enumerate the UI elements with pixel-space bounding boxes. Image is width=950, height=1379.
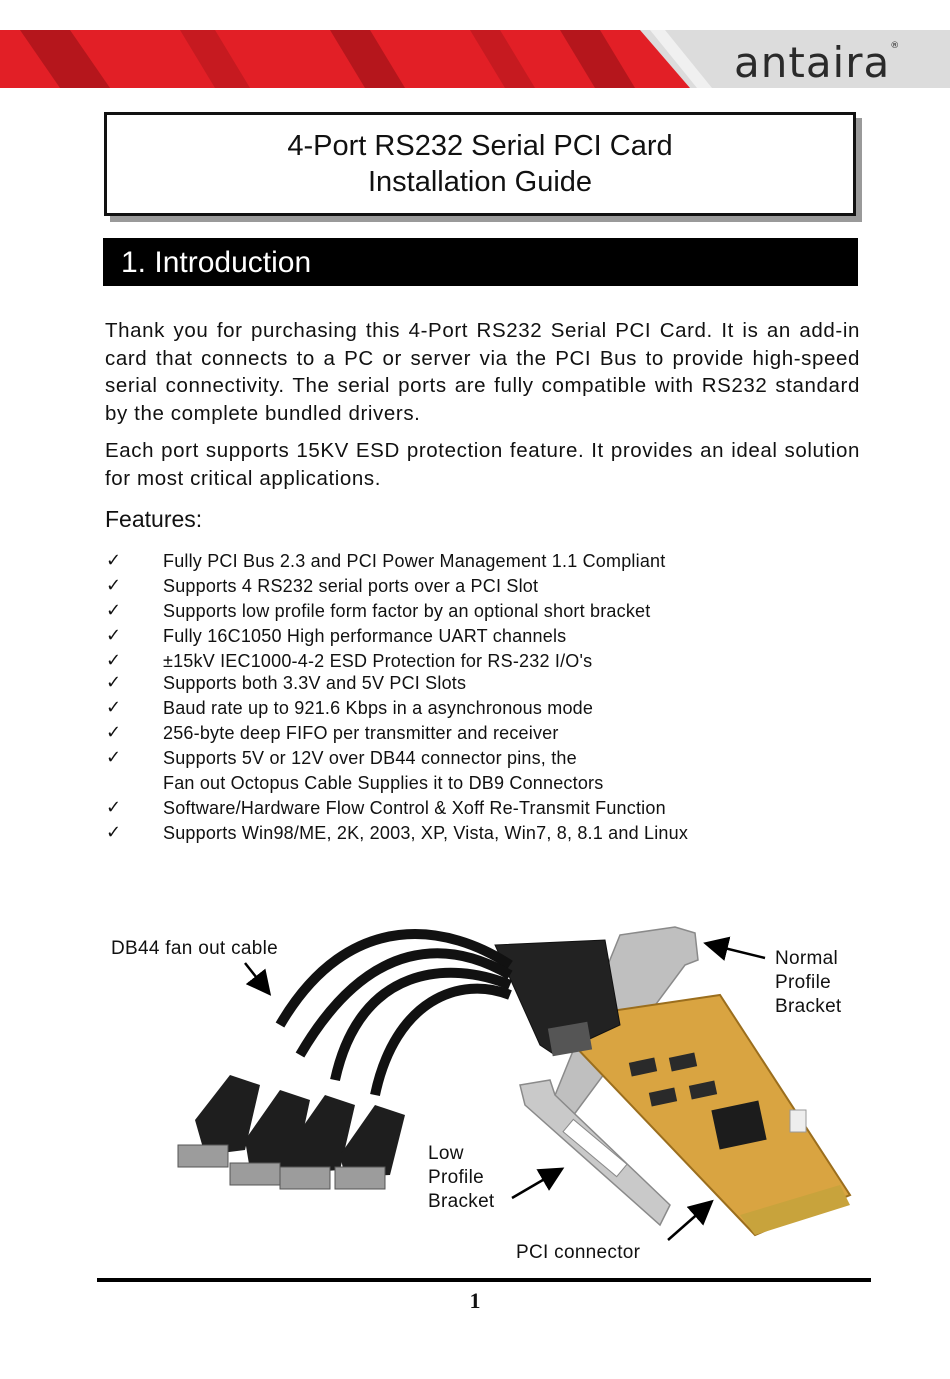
feature-item: ✓ Fully PCI Bus 2.3 and PCI Power Management 1.1 Compliant bbox=[106, 550, 666, 571]
callout-cable: DB44 fan out cable bbox=[111, 938, 279, 959]
feature-item: ✓ Fully 16C1050 High performance UART channels bbox=[106, 625, 567, 646]
page-number: 1 bbox=[469, 1288, 481, 1313]
check-icon: ✓ bbox=[106, 550, 122, 570]
intro-paragraph-2: Each port supports 15KV ESD protection feature. It provides an ideal solution for most critical applications. bbox=[105, 439, 860, 490]
document-subtitle: Installation Guide bbox=[367, 166, 593, 198]
feature-item: ✓ Supports 4 RS232 serial ports over a PCI Slot bbox=[106, 575, 539, 596]
section-heading-bar bbox=[103, 238, 858, 286]
callout-low-bracket: Low Profile Bracket bbox=[428, 1143, 495, 1212]
brand-logo: antaira ® bbox=[734, 38, 901, 87]
features-heading: Features: bbox=[105, 506, 203, 532]
check-icon: ✓ bbox=[106, 600, 122, 620]
feature-item: ✓ Supports both 3.3V and 5V PCI Slots bbox=[106, 672, 467, 693]
check-icon: ✓ bbox=[106, 697, 122, 717]
check-icon: ✓ bbox=[106, 625, 122, 645]
check-icon: ✓ bbox=[106, 797, 122, 817]
check-icon: ✓ bbox=[106, 747, 122, 767]
footer-rule bbox=[97, 1278, 871, 1282]
document-title: 4-Port RS232 Serial PCI Card bbox=[287, 130, 673, 162]
check-icon: ✓ bbox=[106, 722, 122, 742]
document-title-box bbox=[104, 112, 856, 216]
callout-normal-bracket: Normal Profile Bracket bbox=[775, 948, 842, 1017]
feature-item: ✓ Supports 5V or 12V over DB44 connector pins, the bbox=[106, 747, 577, 768]
check-icon: ✓ bbox=[106, 672, 122, 692]
check-icon: ✓ bbox=[106, 650, 122, 670]
feature-item: ✓ Supports low profile form factor by an optional short bracket bbox=[106, 600, 651, 621]
feature-item: ✓ Software/Hardware Flow Control & Xoff Re-Transmit Function bbox=[106, 797, 666, 818]
check-icon: ✓ bbox=[106, 822, 122, 842]
feature-item: ✓ 256-byte deep FIFO per transmitter and receiver bbox=[106, 722, 559, 743]
feature-item-continuation: Fan out Octopus Cable Supplies it to DB9 Connectors bbox=[163, 773, 604, 793]
feature-item: ✓ Supports Win98/ME, 2K, 2003, XP, Vista, Win7, 8, 8.1 and Linux bbox=[106, 822, 689, 843]
feature-item: ✓ Baud rate up to 921.6 Kbps in a asynchronous mode bbox=[106, 697, 594, 718]
check-icon: ✓ bbox=[106, 575, 122, 595]
feature-item: ✓ ±15kV IEC1000-4-2 ESD Protection for RS-232 I/O's bbox=[106, 650, 593, 671]
section-heading: 1. Introduction bbox=[121, 246, 312, 279]
callout-pci-connector: PCI connector bbox=[516, 1242, 641, 1263]
intro-paragraph-1: Thank you for purchasing this 4-Port RS232 Serial PCI Card. It is an add-in card that connects to a PC or server via the PCI Bus to provide high-speed serial connectivity. The serial ports are fully compatible with RS232 standard by the complete bundled drivers. bbox=[105, 319, 860, 425]
